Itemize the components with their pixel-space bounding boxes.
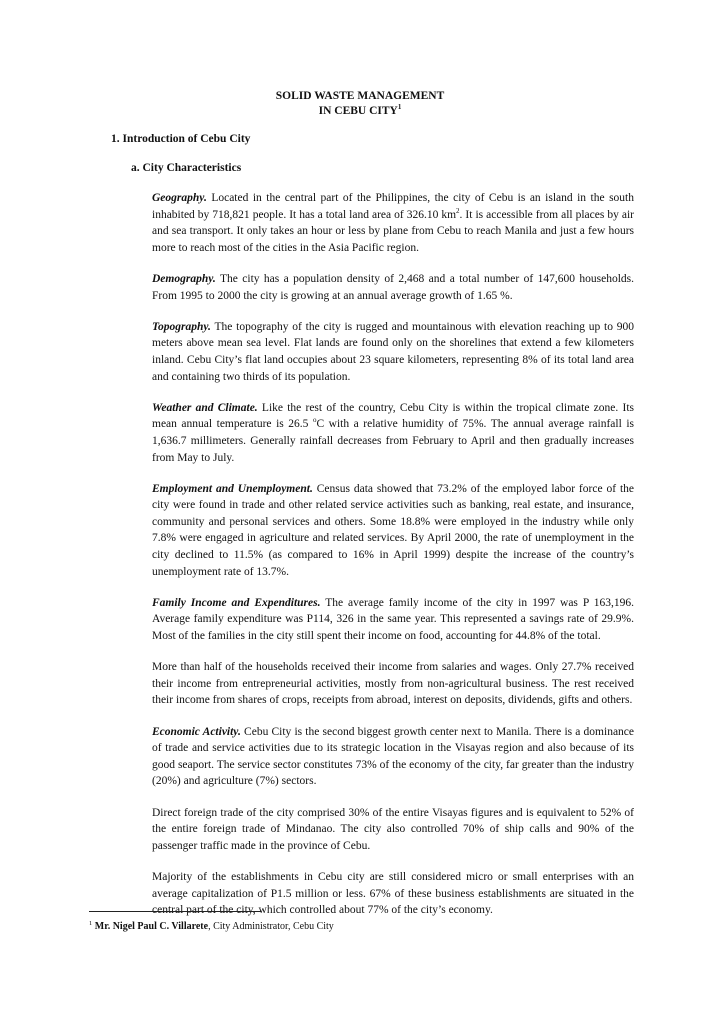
title-text-1: SOLID WASTE MANAGEMENT (275, 90, 445, 102)
paragraph-geography (152, 190, 634, 256)
paragraph-text: The topography of the city is rugged and mountainous with elevation reaching up to 900 meters above mean sea level. Flat lands are found only on the shorelines that extend a few kilometers inland. Cebu City’s flat land occupies about 23 square kilometers, representing 8% of its total land area and containing two thirds of its population. (152, 320, 634, 383)
title-footnote-mark: 1 (397, 103, 402, 111)
paragraph-lead: Geography. (152, 192, 207, 204)
document-title-line2 (0, 104, 720, 118)
paragraph-text: C with a relative humidity of 75%. The annual average rainfall is 1,636.7 millimeters. Generally rainfall decreases from February to April and then gradually increases from May to July. (152, 418, 634, 464)
paragraph-lead: Family Income and Expenditures. (152, 596, 321, 609)
paragraph-text: The average family income of the city in 1997 was P 163,196. Average family expenditure was P114, 326 in the same year. This represented a savings rate of 29.9%. Most of the families in the city still spent their income on food, accounting for 44.8% of the total. (152, 596, 634, 643)
title-text-2: IN CEBU CITY (318, 105, 398, 117)
subsection-heading: a. City Characteristics (131, 162, 242, 174)
paragraph-lead: Demography. (152, 272, 216, 285)
paragraph-family-income (152, 595, 634, 645)
paragraph-economic (152, 724, 634, 790)
paragraph-employment (152, 481, 634, 581)
paragraph-text: Cebu City is the second biggest growth center next to Manila. There is a dominance of trade and service activities due to its strategic location in the Visayas region and also because of its good seaport. The service sector constitutes 73% of the economy of the city, far greater than the industry (20%) and agriculture (7%) sectors. (152, 725, 635, 788)
paragraph-lead: Employment and Unemployment. (152, 482, 313, 495)
paragraph-text: Like the rest of the country, Cebu City is within the tropical climate zone. Its mean annual temperature is 26.5 (152, 401, 634, 431)
footnote-divider (89, 911, 261, 912)
paragraph-households (152, 659, 634, 709)
paragraph-weather (152, 400, 634, 466)
footnote-text: , City Administrator, Cebu City (208, 921, 334, 932)
paragraph-text: The city has a population density of 2,468 and a total number of 147,600 households. From 1995 to 2000 the city is growing at an annual average growth of 1.65 %. (152, 272, 634, 302)
footnote (89, 920, 334, 933)
paragraph-foreign-trade (152, 805, 634, 855)
document-title-line1 (0, 89, 720, 103)
paragraph-text: Direct foreign trade of the city comprised 30% of the entire Visayas figures and is equivalent to 52% of the entire foreign trade of Mindanao. The city also controlled 70% of ship calls and 90% of the passenger traffic made in the province of Cebu. (152, 806, 634, 852)
paragraph-lead: Weather and Climate. (152, 401, 258, 414)
paragraph-demography (152, 271, 634, 304)
paragraph-text: . It is accessible from all places by air and sea transport. It only takes an hour or less by plane from Cebu to reach Manila and just a few hours more to reach most of the cities in the Asia Pacific region. (152, 208, 634, 254)
footnote-mark: 1 (89, 920, 93, 927)
footnote-author: Mr. Nigel Paul C. Villarete (94, 921, 209, 932)
body-text (152, 190, 634, 933)
superscript: o (312, 416, 317, 425)
paragraph-text: Census data showed that 73.2% of the employed labor force of the city were found in trade and other related service activities such as banking, real estate, and insurance, community and personal services and others. Some 18.8% were employed in the industry while only 7.8% were engaged in agriculture and related services. By April 2000, the rate of unemployment in the city declined to 11.5% (as compared to 16% in April 1999) despite the increase of the country’s unemployment rate of 13.7%. (152, 482, 634, 578)
paragraph-lead: Economic Activity. (152, 725, 241, 738)
paragraph-topography (152, 319, 634, 385)
section-heading: 1. Introduction of Cebu City (111, 133, 251, 145)
paragraph-text: Majority of the establishments in Cebu city are still considered micro or small enterprises with an average capitalization of P1.5 million or less. 67% of these business establishments are situated in the central part of the city, which controlled about 77% of the city’s economy. (152, 870, 634, 917)
paragraph-lead: Topography. (152, 320, 211, 333)
superscript: 2 (456, 206, 460, 215)
paragraph-text: Located in the central part of the Philippines, the city of Cebu is an island in the south inhabited by 718,821 people. It has a total land area of 326.10 km (152, 192, 634, 221)
paragraph-text: More than half of the households received their income from salaries and wages. Only 27.7% received their income from entrepreneurial activities, mostly from non-agricultural business. The rest received their income from shares of crops, receipts from abroad, interest on deposits, dividends, gifts and others. (152, 661, 634, 707)
